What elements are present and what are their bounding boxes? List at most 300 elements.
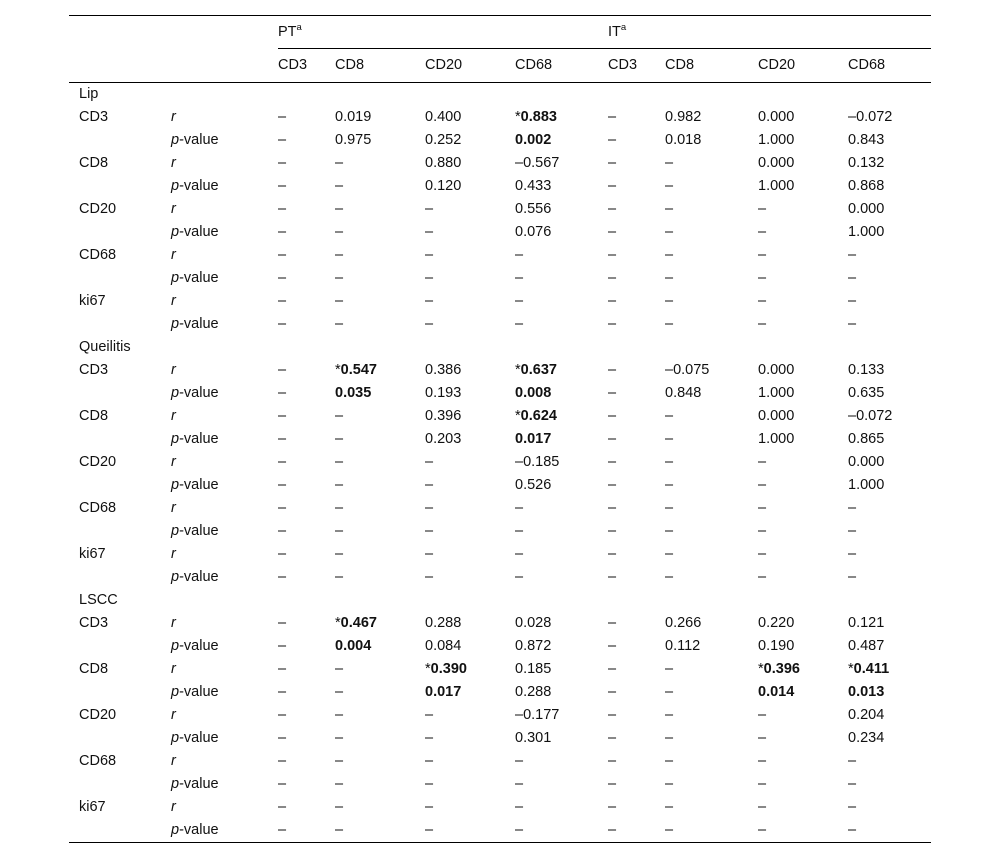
table-cell: – xyxy=(278,293,287,309)
table-cell: – xyxy=(335,569,344,585)
table-cell: *0.547 xyxy=(335,362,377,378)
table-cell: – xyxy=(608,707,617,723)
table-cell: – xyxy=(515,270,524,286)
table-cell: – xyxy=(335,224,344,240)
table-cell: – xyxy=(608,155,617,171)
table-cell: – xyxy=(758,247,767,263)
header-column-row xyxy=(69,49,931,83)
table-cell: *0.396 xyxy=(758,661,800,677)
table-row-r xyxy=(69,290,931,313)
table-cell: – xyxy=(278,819,335,843)
table-cell: – xyxy=(425,270,434,286)
table-cell: 0.203 xyxy=(425,431,462,447)
table-cell: 0.848 xyxy=(665,385,702,401)
table-cell: – xyxy=(665,224,674,240)
stat-label-r: r xyxy=(171,546,176,562)
table-cell: – xyxy=(608,753,617,769)
table-cell: – xyxy=(278,546,287,562)
table-cell: – xyxy=(515,316,524,332)
table-cell: – xyxy=(758,316,767,332)
table-cell: – xyxy=(335,247,344,263)
stat-label-p: p-value xyxy=(171,270,219,286)
marker-label: CD8 xyxy=(79,408,109,424)
table-cell: – xyxy=(608,454,617,470)
table-cell: – xyxy=(758,523,767,539)
table-cell: – xyxy=(608,270,617,286)
table-cell: – xyxy=(278,454,287,470)
table-cell: 0.018 xyxy=(665,132,702,148)
table-cell: – xyxy=(425,799,434,815)
table-cell: 0.014 xyxy=(758,684,795,700)
table-cell: 0.288 xyxy=(515,684,552,700)
stat-label-r: r xyxy=(171,293,176,309)
table-cell: 0.400 xyxy=(425,109,462,125)
table-cell: – xyxy=(665,247,674,263)
table-cell: 0.868 xyxy=(848,178,885,194)
table-cell: – xyxy=(848,546,857,562)
table-cell: – xyxy=(665,408,674,424)
column-header: CD3 xyxy=(278,49,335,83)
table-cell: –0.567 xyxy=(515,155,560,171)
table-cell: – xyxy=(278,569,287,585)
table-cell: 0.635 xyxy=(848,385,885,401)
stat-label-p: p-value xyxy=(171,477,219,493)
stat-label-r: r xyxy=(171,247,176,263)
table-cell: – xyxy=(278,615,287,631)
table-cell: – xyxy=(665,707,674,723)
table-row-p xyxy=(69,428,931,451)
table-row-r xyxy=(69,750,931,773)
table-row-p xyxy=(69,474,931,497)
stat-label-p: p-value xyxy=(171,132,219,148)
table-row-r xyxy=(69,704,931,727)
table-cell: – xyxy=(425,730,434,746)
column-header: CD8 xyxy=(665,49,758,83)
table-cell: *0.637 xyxy=(515,362,557,378)
table-cell: – xyxy=(425,316,434,332)
table-cell: – xyxy=(608,523,617,539)
table-cell: – xyxy=(608,684,617,700)
marker-label: CD3 xyxy=(79,362,109,378)
table-cell: – xyxy=(425,707,434,723)
table-row-p xyxy=(69,129,931,152)
table-cell: – xyxy=(278,661,287,677)
table-cell: – xyxy=(665,546,674,562)
stat-label-r: r xyxy=(171,109,176,125)
table-cell: – xyxy=(335,477,344,493)
table-cell: – xyxy=(278,638,287,654)
table-cell: 0.185 xyxy=(515,661,552,677)
group-header-pt: $PT^a$ xyxy=(278,16,608,49)
table-cell: 1.000 xyxy=(758,385,795,401)
table-cell: – xyxy=(608,500,617,516)
table-cell: – xyxy=(335,523,344,539)
header-group-row xyxy=(69,16,931,49)
table-cell: – xyxy=(278,477,287,493)
table-row-p xyxy=(69,819,931,843)
table-cell: – xyxy=(335,270,344,286)
stat-label-p: p-value xyxy=(171,638,219,654)
table-cell: – xyxy=(515,799,524,815)
table-cell: – xyxy=(425,546,434,562)
table-cell: –0.177 xyxy=(515,707,560,723)
stat-label-r: r xyxy=(171,615,176,631)
table-row-p xyxy=(69,313,931,336)
table-cell: – xyxy=(278,776,287,792)
table-cell: – xyxy=(335,799,344,815)
table-cell: – xyxy=(278,730,287,746)
table-cell: – xyxy=(278,523,287,539)
section-row xyxy=(69,589,931,612)
table-cell: –0.072 xyxy=(848,408,893,424)
table-cell: 0.556 xyxy=(515,201,552,217)
table-cell: 0.019 xyxy=(335,109,372,125)
marker-label: CD20 xyxy=(79,201,117,217)
column-header: CD3 xyxy=(608,49,665,83)
marker-label: ki67 xyxy=(79,293,106,309)
table-cell: – xyxy=(758,477,767,493)
table-row-p xyxy=(69,175,931,198)
table-cell: 0.133 xyxy=(848,362,885,378)
table-cell: – xyxy=(608,224,617,240)
table-row-r xyxy=(69,497,931,520)
section-row xyxy=(69,83,931,107)
column-header: CD68 xyxy=(515,49,608,83)
table-row-p xyxy=(69,566,931,589)
table-cell: –0.075 xyxy=(665,362,710,378)
table-cell: – xyxy=(608,730,617,746)
table-row-r xyxy=(69,405,931,428)
table-cell: – xyxy=(608,408,617,424)
table-cell: – xyxy=(515,500,524,516)
table-cell: – xyxy=(278,431,287,447)
stat-label-r: r xyxy=(171,707,176,723)
table-cell: 0.193 xyxy=(425,385,462,401)
table-cell: – xyxy=(665,316,674,332)
table-row-r xyxy=(69,152,931,175)
table-cell: – xyxy=(665,523,674,539)
table-cell: – xyxy=(665,500,674,516)
table-cell: 0.035 xyxy=(335,385,372,401)
stat-label-p: p-value xyxy=(171,224,219,240)
table-cell: – xyxy=(758,546,767,562)
table-cell: 0.008 xyxy=(515,385,552,401)
stat-label-r: r xyxy=(171,500,176,516)
table-cell: – xyxy=(425,201,434,217)
table-cell: *0.390 xyxy=(425,661,467,677)
table-cell: – xyxy=(515,753,524,769)
table-cell: – xyxy=(515,569,524,585)
table-cell: – xyxy=(848,776,857,792)
table-cell: – xyxy=(425,500,434,516)
table-row-r xyxy=(69,543,931,566)
table-cell: – xyxy=(758,730,767,746)
table-cell: 0.872 xyxy=(515,638,552,654)
table-cell: – xyxy=(608,247,617,263)
stat-label-p: p-value xyxy=(171,569,219,585)
table-cell: 1.000 xyxy=(758,178,795,194)
table-cell: – xyxy=(608,201,617,217)
table-cell: 0.433 xyxy=(515,178,552,194)
table-cell: 0.526 xyxy=(515,477,552,493)
table-cell: 0.487 xyxy=(848,638,885,654)
table-cell: – xyxy=(278,500,287,516)
table-cell: 0.076 xyxy=(515,224,552,240)
table-row-p xyxy=(69,727,931,750)
table-cell: – xyxy=(665,178,674,194)
table-cell: – xyxy=(608,799,617,815)
table-row-r xyxy=(69,658,931,681)
table-cell: 0.843 xyxy=(848,132,885,148)
table-cell: – xyxy=(665,431,674,447)
table-cell: – xyxy=(278,247,287,263)
table-cell: – xyxy=(608,776,617,792)
table-cell: – xyxy=(608,819,665,843)
table-cell: – xyxy=(515,776,524,792)
marker-label: CD3 xyxy=(79,109,109,125)
table-cell: – xyxy=(335,431,344,447)
table-cell: – xyxy=(335,316,344,332)
section-label: Queilitis xyxy=(79,339,131,355)
table-cell: – xyxy=(665,730,674,746)
table-row-p xyxy=(69,221,931,244)
table-cell: – xyxy=(425,247,434,263)
table-cell: – xyxy=(278,270,287,286)
table-cell: – xyxy=(665,684,674,700)
table-cell: – xyxy=(608,615,617,631)
column-header: CD8 xyxy=(335,49,425,83)
stat-label-p: p-value xyxy=(171,684,219,700)
table-cell: 1.000 xyxy=(848,477,885,493)
table-row-r xyxy=(69,612,931,635)
stat-label-p: p-value xyxy=(171,776,219,792)
table-row-p xyxy=(69,635,931,658)
group-header-it: $IT^a$ xyxy=(608,16,931,49)
table-cell: – xyxy=(335,819,425,843)
marker-label: ki67 xyxy=(79,799,106,815)
table-row-r xyxy=(69,451,931,474)
table-cell: – xyxy=(278,201,287,217)
table-cell: 0.000 xyxy=(758,109,795,125)
table-cell: *0.411 xyxy=(848,661,890,677)
table-row-r xyxy=(69,359,931,382)
table-cell: *0.624 xyxy=(515,408,557,424)
table-cell: – xyxy=(335,684,344,700)
stat-label-p: p-value xyxy=(171,431,219,447)
table-cell: 0.266 xyxy=(665,615,702,631)
marker-label: CD68 xyxy=(79,753,117,769)
table-cell: 0.234 xyxy=(848,730,885,746)
column-header: CD20 xyxy=(758,49,848,83)
table-cell: – xyxy=(278,132,287,148)
table-cell: – xyxy=(335,707,344,723)
table-cell: – xyxy=(425,477,434,493)
table-cell: – xyxy=(335,201,344,217)
stat-label-p: p-value xyxy=(171,178,219,194)
table-cell: 0.000 xyxy=(758,408,795,424)
stat-label-r: r xyxy=(171,201,176,217)
table-cell: – xyxy=(665,819,758,843)
table-cell: – xyxy=(848,523,857,539)
table-cell: 0.190 xyxy=(758,638,795,654)
table-cell: – xyxy=(335,178,344,194)
table-cell: – xyxy=(515,546,524,562)
table-cell: 1.000 xyxy=(758,132,795,148)
table-cell: – xyxy=(665,293,674,309)
table-cell: – xyxy=(758,819,848,843)
table-cell: – xyxy=(278,799,287,815)
table-cell: – xyxy=(515,819,608,843)
table-cell: – xyxy=(608,109,617,125)
table-cell: – xyxy=(758,201,767,217)
stat-label-r: r xyxy=(171,408,176,424)
table-cell: – xyxy=(758,224,767,240)
table-cell: – xyxy=(425,569,434,585)
table-cell: – xyxy=(848,500,857,516)
table-cell: *0.467 xyxy=(335,615,377,631)
table-cell: – xyxy=(665,776,674,792)
table-cell: – xyxy=(665,454,674,470)
stat-label-r: r xyxy=(171,362,176,378)
marker-label: CD8 xyxy=(79,155,109,171)
table-cell: 0.220 xyxy=(758,615,795,631)
stat-label-p: p-value xyxy=(171,385,219,401)
table-cell: – xyxy=(608,638,617,654)
table-cell: – xyxy=(758,753,767,769)
table-cell: 0.013 xyxy=(848,684,885,700)
section-row xyxy=(69,336,931,359)
column-header: CD20 xyxy=(425,49,515,83)
table-cell: 0.252 xyxy=(425,132,462,148)
table-cell: 0.000 xyxy=(758,155,795,171)
table-cell: – xyxy=(608,546,617,562)
table-cell: – xyxy=(335,155,344,171)
table-cell: – xyxy=(335,546,344,562)
table-cell: – xyxy=(515,247,524,263)
table-cell: 0.865 xyxy=(848,431,885,447)
stat-label-p: p-value xyxy=(171,523,219,539)
table-cell: 0.017 xyxy=(425,684,462,700)
table-cell: – xyxy=(335,408,344,424)
table-row-r xyxy=(69,106,931,129)
table-cell: – xyxy=(608,362,617,378)
marker-label: CD20 xyxy=(79,707,117,723)
table-row-r xyxy=(69,198,931,221)
table-cell: – xyxy=(425,776,434,792)
table-body xyxy=(69,83,931,843)
table-cell: – xyxy=(278,178,287,194)
table-cell: 0.396 xyxy=(425,408,462,424)
table-cell: 0.112 xyxy=(665,638,701,654)
table-cell: – xyxy=(608,569,617,585)
table-cell: – xyxy=(278,362,287,378)
table-cell: – xyxy=(335,776,344,792)
table-cell: – xyxy=(278,684,287,700)
table-row-p xyxy=(69,681,931,704)
table-cell: 0.004 xyxy=(335,638,372,654)
marker-label: CD3 xyxy=(79,615,109,631)
table-cell: – xyxy=(758,293,767,309)
table-cell: – xyxy=(848,270,857,286)
table-cell: – xyxy=(335,293,344,309)
stat-label-p: p-value xyxy=(171,730,219,746)
table-row-p xyxy=(69,382,931,405)
table-cell: 0.132 xyxy=(848,155,885,171)
stat-label-r: r xyxy=(171,155,176,171)
table-cell: – xyxy=(758,500,767,516)
table-cell: – xyxy=(425,819,515,843)
table-cell: – xyxy=(608,132,617,148)
table-cell: 0.204 xyxy=(848,707,885,723)
stat-label-r: r xyxy=(171,799,176,815)
table-cell: – xyxy=(608,431,617,447)
table-cell: – xyxy=(608,661,617,677)
table-row-r xyxy=(69,244,931,267)
table-cell: – xyxy=(515,523,524,539)
table-row-p xyxy=(69,267,931,290)
table-cell: 0.982 xyxy=(665,109,702,125)
table-cell: – xyxy=(665,661,674,677)
table-cell: – xyxy=(665,155,674,171)
table-cell: – xyxy=(335,500,344,516)
table-cell: – xyxy=(425,454,434,470)
table-cell: 0.386 xyxy=(425,362,462,378)
table-cell: – xyxy=(758,569,767,585)
table-cell: 0.017 xyxy=(515,431,552,447)
table-cell: – xyxy=(665,201,674,217)
table-cell: –0.185 xyxy=(515,454,560,470)
table-cell: – xyxy=(335,454,344,470)
correlation-table xyxy=(69,15,931,843)
table-cell: 0.084 xyxy=(425,638,462,654)
table-cell: – xyxy=(608,293,617,309)
table-cell: – xyxy=(665,477,674,493)
table-cell: 1.000 xyxy=(758,431,795,447)
table-cell: – xyxy=(425,523,434,539)
table-cell: – xyxy=(425,224,434,240)
table-cell: – xyxy=(278,753,287,769)
table-cell: – xyxy=(608,477,617,493)
table-cell: – xyxy=(758,776,767,792)
table-cell: 0.120 xyxy=(425,178,462,194)
table-cell: – xyxy=(278,109,287,125)
table-cell: 1.000 xyxy=(848,224,885,240)
table-cell: – xyxy=(665,569,674,585)
table-cell: – xyxy=(278,707,287,723)
table-cell: – xyxy=(278,224,287,240)
stat-label-r: r xyxy=(171,454,176,470)
table-cell: – xyxy=(278,385,287,401)
table-cell: – xyxy=(848,569,857,585)
table-row-p xyxy=(69,773,931,796)
table-cell: – xyxy=(608,385,617,401)
table-cell: – xyxy=(848,753,857,769)
table-cell: – xyxy=(665,799,674,815)
table-cell: – xyxy=(335,730,344,746)
marker-label: CD8 xyxy=(79,661,109,677)
table-cell: – xyxy=(515,293,524,309)
marker-label: CD68 xyxy=(79,247,117,263)
table-cell: – xyxy=(848,316,857,332)
table-cell: – xyxy=(758,799,767,815)
table-cell: – xyxy=(608,316,617,332)
marker-label: CD68 xyxy=(79,500,117,516)
table-cell: – xyxy=(758,270,767,286)
table-cell: – xyxy=(425,293,434,309)
table-cell: – xyxy=(608,178,617,194)
table-cell: *0.883 xyxy=(515,109,557,125)
section-label: Lip xyxy=(79,86,99,102)
